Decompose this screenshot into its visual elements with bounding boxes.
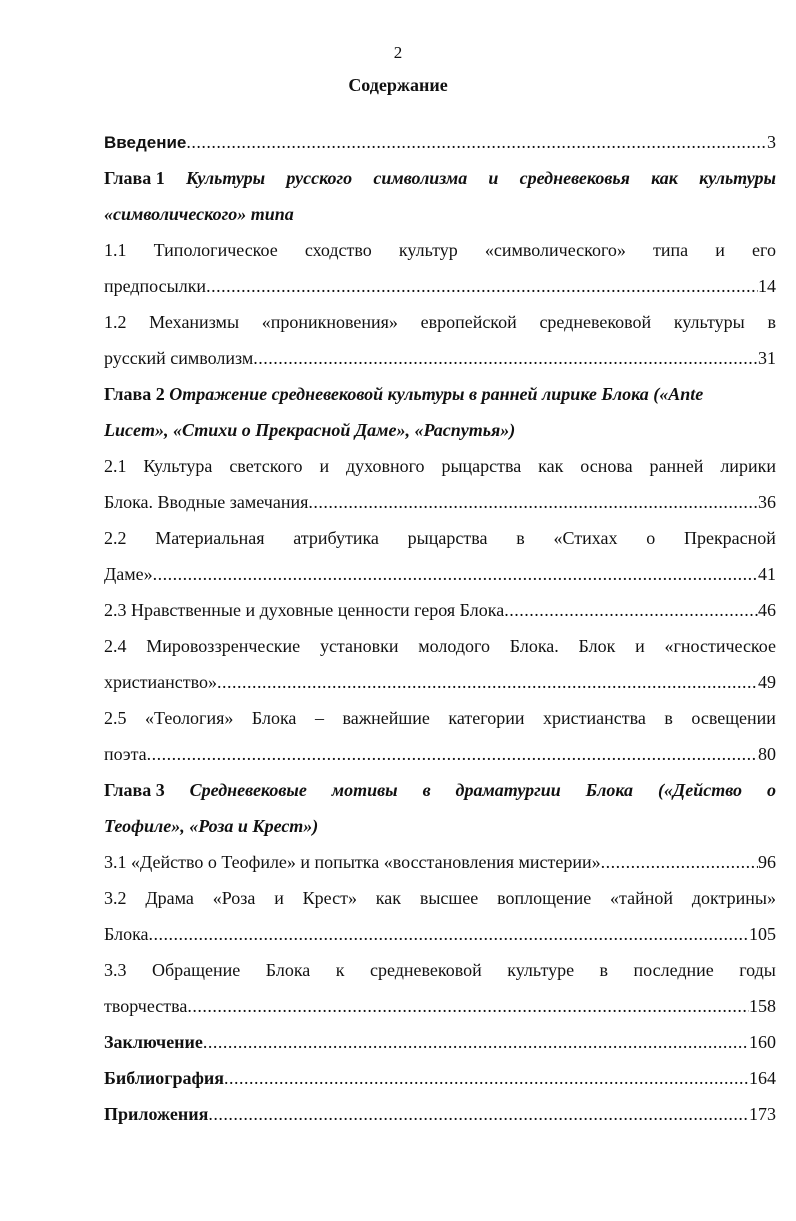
leader-dots (186, 124, 767, 160)
word: «тайной (610, 888, 674, 908)
section-title: 2.3 Нравственные и духовные ценности героя Блока (104, 600, 505, 620)
word: Типологическое (153, 240, 278, 260)
word: последние (633, 960, 714, 980)
word: Мировоззренческие (146, 636, 301, 656)
word: важнейшие (342, 708, 430, 728)
toc-section-3-2-line-2[interactable] (104, 916, 776, 952)
toc-section-3-3-line-2[interactable] (104, 988, 776, 1024)
toc-section-2-1-line-2[interactable] (104, 484, 776, 520)
toc-section-3-2-line-1[interactable] (104, 880, 776, 916)
chapter-title: «символического» типа (104, 204, 294, 224)
word: основа (580, 456, 633, 476)
word: в (664, 708, 673, 728)
toc-page-number: 41 (758, 564, 776, 584)
toc-section-2-5-line-1[interactable] (104, 700, 776, 736)
word: христианства (542, 708, 646, 728)
word: высшее (419, 888, 479, 908)
toc-entry-conclusion[interactable] (104, 1024, 776, 1060)
section-title: творчества (104, 996, 188, 1016)
word: мотивы (331, 780, 398, 800)
page-number: 2 (393, 43, 403, 62)
word: Блока (251, 708, 297, 728)
toc-section-3-3-line-1[interactable] (104, 952, 776, 988)
word: («Действо (657, 780, 743, 800)
leader-dots (149, 916, 749, 952)
word: Блока. (509, 636, 559, 656)
word: 2.4 (104, 636, 127, 656)
word: в (516, 528, 525, 548)
leader-dots (203, 1024, 749, 1060)
section-title: Библиография (104, 1068, 225, 1088)
leader-dots (206, 268, 758, 304)
word: средневековья (519, 168, 630, 188)
chapter-title: Lucem», «Стихи о Прекрасной Даме», «Распутья») (104, 420, 516, 440)
word: Блока (265, 960, 311, 980)
word: Средневековые (189, 780, 307, 800)
leader-dots (601, 844, 758, 880)
toc-section-2-2-line-2[interactable] (104, 556, 776, 592)
word: 3.2 (104, 888, 127, 908)
word: ранней (649, 456, 704, 476)
toc-intro-label: Введение (104, 133, 187, 152)
section-title: Приложения (104, 1104, 209, 1124)
word: его (752, 240, 776, 260)
toc-chapter-2-line-2[interactable] (104, 412, 776, 448)
toc-chapter-2-line-1[interactable] (104, 376, 776, 412)
word: и (319, 456, 330, 476)
word: Обращение (151, 960, 241, 980)
word: Механизмы (149, 312, 240, 332)
toc-chapter-1-line-1[interactable] (104, 160, 776, 196)
chapter-title: Теофиле», «Роза и Крест») (104, 816, 319, 836)
leader-dots (187, 988, 749, 1024)
word: «Стихах (553, 528, 618, 548)
word: освещении (691, 708, 776, 728)
word: молодого (418, 636, 490, 656)
word: лирики (720, 456, 776, 476)
word: Драма (145, 888, 194, 908)
word: европейской (420, 312, 517, 332)
section-title: Даме» (104, 564, 153, 584)
word: культуры (699, 168, 776, 188)
toc-page-number: 49 (758, 672, 776, 692)
section-title: христианство» (104, 672, 217, 692)
word: как (651, 168, 678, 188)
word: в (422, 780, 431, 800)
section-title: Блока. Вводные замечания (104, 492, 309, 512)
word: Материальная (155, 528, 265, 548)
section-title: Заключение (104, 1032, 203, 1052)
chapter-label: Глава 3 (104, 780, 165, 800)
toc-page-number: 80 (758, 744, 776, 764)
word: средневековой (539, 312, 652, 332)
word: «Теология» (145, 708, 234, 728)
word: 2.2 (104, 528, 127, 548)
word: и (274, 888, 284, 908)
toc-page-number: 105 (749, 924, 776, 944)
toc-entry-intro[interactable] (104, 124, 776, 160)
word: и (488, 168, 499, 188)
word: «символического» (484, 240, 626, 260)
word: в (599, 960, 609, 980)
word: Культуры (185, 168, 266, 188)
word: рыцарства (407, 528, 488, 548)
toc-section-2-5-line-2[interactable] (104, 736, 776, 772)
leader-dots (147, 736, 758, 772)
word: драматургии (455, 780, 561, 800)
section-title: предпосылки (104, 276, 207, 296)
chapter-title: Отражение средневековой культуры в ранней лирике Блока («Ante (169, 384, 704, 404)
word: 2.1 (104, 456, 127, 476)
word: русского (286, 168, 353, 188)
toc-page-number: 160 (749, 1032, 776, 1052)
word: светского (229, 456, 303, 476)
word: культуре (507, 960, 575, 980)
word: «Роза (212, 888, 256, 908)
word: как (375, 888, 402, 908)
word: 3.3 (104, 960, 127, 980)
word: символизма (373, 168, 468, 188)
word: и (715, 240, 725, 260)
section-title: русский символизм (104, 348, 254, 368)
word: категории (448, 708, 525, 728)
word: Прекрасной (683, 528, 776, 548)
leader-dots (504, 592, 758, 628)
leader-dots (224, 1060, 749, 1096)
toc-section-2-2-line-1[interactable] (104, 520, 776, 556)
leader-dots (153, 556, 758, 592)
section-title: 3.1 «Действо о Теофиле» и попытка «восстановления мистерии» (104, 852, 601, 872)
toc-chapter-3-line-2[interactable] (104, 808, 776, 844)
word: культуры (673, 312, 745, 332)
toc-section-2-4-line-2[interactable] (104, 664, 776, 700)
toc-page-number: 46 (758, 600, 776, 620)
word: воплощение (497, 888, 592, 908)
toc-section-3-1[interactable] (104, 844, 776, 880)
word: типа (653, 240, 689, 260)
word: Блок (578, 636, 616, 656)
toc-section-2-4-line-1[interactable] (104, 628, 776, 664)
word: рыцарства (441, 456, 522, 476)
word: 1.2 (104, 312, 127, 332)
word: к (335, 960, 345, 980)
word: 2.5 (104, 708, 127, 728)
leader-dots (253, 340, 758, 376)
chapter-label: Глава 1 (104, 168, 165, 188)
toc-chapter-3-line-1[interactable] (104, 772, 776, 808)
word: о (646, 528, 656, 548)
word: сходство (304, 240, 372, 260)
toc-entry-appendices[interactable] (104, 1096, 776, 1132)
word: атрибутика (293, 528, 379, 548)
word: как (538, 456, 564, 476)
toc-page-number: 173 (749, 1104, 776, 1124)
toc-page-number: 36 (758, 492, 776, 512)
toc-chapter-1-line-2[interactable] (104, 196, 776, 232)
toc-section-1-1-line-1[interactable] (104, 232, 776, 268)
page-title: Содержание (348, 75, 448, 95)
leader-dots (308, 484, 758, 520)
word: Крест» (302, 888, 357, 908)
word: «проникновения» (261, 312, 398, 332)
word: 1.1 (104, 240, 127, 260)
word: годы (739, 960, 776, 980)
toc-page-number: 158 (749, 996, 776, 1016)
toc-page-number: 31 (758, 348, 776, 368)
word: духовного (345, 456, 425, 476)
word: культур (398, 240, 458, 260)
section-title: Блока (104, 924, 149, 944)
word: – (314, 708, 324, 728)
toc-section-1-2-line-2[interactable] (104, 340, 776, 376)
word: в (767, 312, 776, 332)
leader-dots (208, 1096, 749, 1132)
toc-page-number: 164 (749, 1068, 776, 1088)
toc-page-number: 14 (758, 276, 776, 296)
toc-section-2-3[interactable] (104, 592, 776, 628)
word: Культура (143, 456, 213, 476)
word: «гностическое (664, 636, 776, 656)
toc-section-1-1-line-2[interactable] (104, 268, 776, 304)
toc-page-number: 96 (758, 852, 776, 872)
toc-page-number: 3 (767, 132, 776, 152)
chapter-label: Глава 2 (104, 384, 165, 404)
leader-dots (217, 664, 758, 700)
toc-section-2-1-line-1[interactable] (104, 448, 776, 484)
toc-section-1-2-line-1[interactable] (104, 304, 776, 340)
word: доктрины» (691, 888, 776, 908)
section-title: поэта (104, 744, 147, 764)
word: установки (319, 636, 399, 656)
toc-entry-bibliography[interactable] (104, 1060, 776, 1096)
word: средневековой (370, 960, 482, 980)
word: Блока (585, 780, 634, 800)
word: и (635, 636, 645, 656)
word: о (766, 780, 776, 800)
